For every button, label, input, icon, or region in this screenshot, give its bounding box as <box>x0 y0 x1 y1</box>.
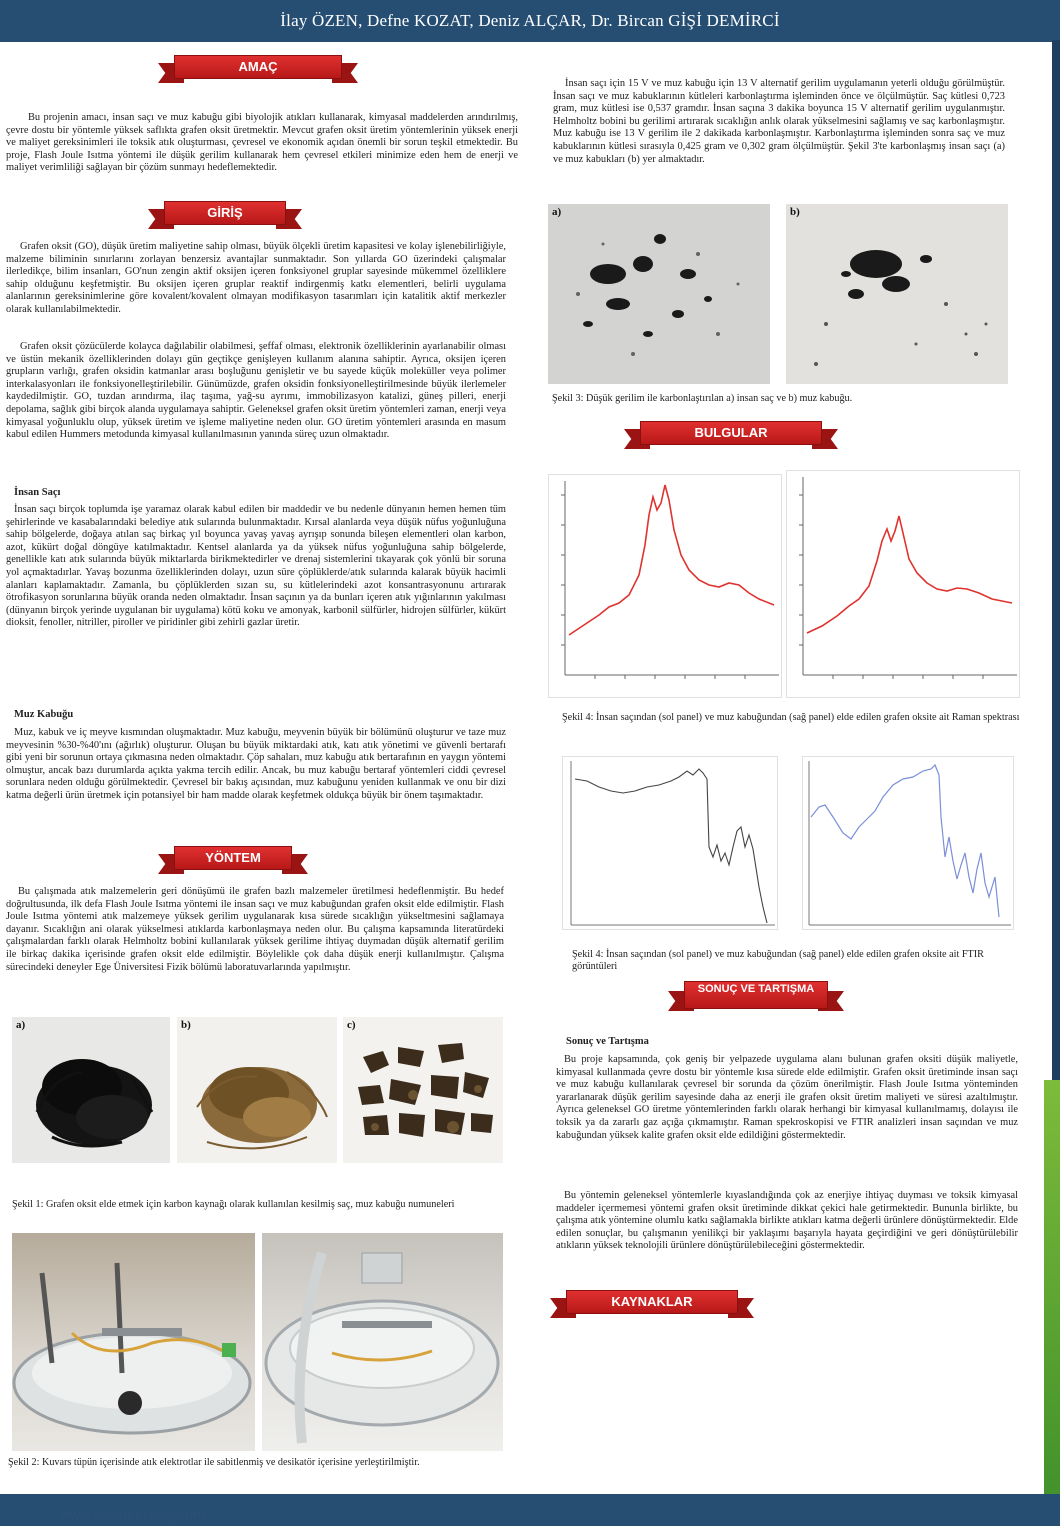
hair-blonde-photo <box>177 1017 337 1163</box>
yontem-text: Bu çalışmada atık malzemelerin geri dönüşümü ile grafen bazlı malzemeler üretilmesi hedeflenmiştir. Bu hedef doğrultusunda, ilk defa Flash Joule Isıtma yöntemi ile insan saçı ve muz kabuğundan grafen oksit elde edilmiştir. Flash Joule Isıtma yöntemi atık malzemeye yüksek gerilim uygulanarak kısa sürede sıcaklığın yükseltmesini sağlamaya dayanır. Sıcaklığın ani olarak yükselmesi atıklarda karbonlaşmaya neden olur. Bu çalışma kapsamında literatürdeki çalışmalardan farklı olarak Helmholtz bobini kullanılarak yüksek gerilime ihtiyaç duymadan düşük alternatif gerilim ile birkaç dakika içerisinde grafen oksit elde edilmiştir. Böylelikle çok daha düşük enerji kullanılmıştır. Çalışma sürecindeki deneyler Ege Üniversitesi Fizik bölümü laboratuvarlarında yapılmıştır. <box>6 886 504 973</box>
giris-title: GİRİŞ <box>164 201 286 225</box>
fig1-label-b: b) <box>181 1019 191 1031</box>
sonuc-heading: Sonuç ve Tartışma <box>566 1036 649 1047</box>
footer-url-link[interactable]: www.ozelturkkoleji.com <box>60 1506 205 1522</box>
raman-spectrum-hair <box>548 474 782 698</box>
fig3-label-a: a) <box>552 206 562 218</box>
kaynaklar-ribbon <box>550 1290 754 1320</box>
fig3-label-b: b) <box>790 206 800 218</box>
desiccator-photo-2 <box>262 1233 503 1451</box>
amac-title: AMAÇ <box>174 55 342 79</box>
giris-ribbon <box>148 201 302 231</box>
sonuc-title: SONUÇ VE TARTIŞMA <box>684 981 828 1009</box>
muz-kabugu-text: Muz, kabuk ve iç meyve kısmından oluşmaktadır. Muz kabuğu, meyvenin büyük bir bölümünü oluşturur ve taze muz meyvesinin %30-%40'ını (ağırlık) oluşturur. Oluşan bu büyük miktardaki atık, katı atık yönetimi ve güvenli bertarafı gibi yeni bir sorunun ortaya çıkmasına neden olmaktadır. Çöp sahaları, muz kabuğu atık bertarafının en yaygın yöntemi olmuştur, ancak bazı durumlarda açıkta yakma tercih edilir. Ancak, bu muz kabuğu bertaraf yöntemleri ciddi çevresel sorunlara neden olduğu görülmektedir. Çevresel bir bakış açısından, muz kabuğunu yeniden kullanmak ve onu bir dizi katma değerli ürün üretmek için potansiyel bir ham madde olarak keşfetmek oldukça büyük bir önem taşımaktadır. <box>6 727 506 801</box>
yontem-ribbon <box>158 846 308 876</box>
kaynaklar-title: KAYNAKLAR <box>566 1290 738 1314</box>
fig3-caption: Şekil 3: Düşük gerilim ile karbonlaştırılan a) insan saç ve b) muz kabuğu. <box>552 393 853 404</box>
fig1-label-a: a) <box>16 1019 26 1031</box>
yontem-title: YÖNTEM <box>174 846 292 870</box>
giris-paragraph-1: Grafen oksit (GO), düşük üretim maliyetine sahip olması, büyük ölçekli üretim kapasitesi ve kolay işlenebilirliğiyle, malzeme biliminin sınırlarını zorlayan benzersiz avantajlar sunmaktadır. Son yıllarda GO üzerindeki çalışmalar ilerledikçe, bilim insanları, GO'nun zengin aktif oksijen içeren fonksiyonel gruplar sayesinde mükemmel özelliklere sahip olduğunu keşfetmiştir. Bu oksijen içeren gruplar reaktif indirgenmiş katkı elementleri, belirli uygulama alanlarının gereksinimlerine göre kovalent/kovalent olmayan modifikasyon tasarımları için katalitik aktif merkezler olarak kullanılabilmektedir. <box>6 241 506 315</box>
bulgular-title: BULGULAR <box>640 421 822 445</box>
ftir-spectrum-banana <box>802 756 1014 930</box>
method-results-text: İnsan saçı için 15 V ve muz kabuğu için 13 V alternatif gerilim uygulamanın yeterli olduğu görülmüştür. İnsan saçı ve muz kabuklarının kütleleri karbonlaştırma işleminden önce ve ölçülmüştür. Saç kütlesi 0,723 gram, muz kütlesi ise 0,537 gramdır. İnsan saçına 3 dakika boyunca 15 V alternatif gerilim uygulanmıştır. Helmholtz bobini bu gerilimi artırarak sıcaklığın anlık olarak yükselmesini sağlamış ve saç karbonlaşmıştır. Muz kabuğu ise 13 V gerilim ile 2 dakikada karbonlaşmıştır. Karbonlaştırma işleminden sonra saç ve muz kabuklarının kütlesi sırasıyla 0,425 gram ve 0,302 gram ölçülmüştür. Şekil 3'te karbonlaşmış insan saçı (a) ve muz kabukları (b) yer almaktadır. <box>553 78 1005 165</box>
amac-text: Bu projenin amacı, insan saçı ve muz kabuğu gibi biyolojik atıkları kullanarak, kimyasal maddelerden arındırılmış, çevre dostu bir yöntemle yüksek saflıkta grafen oksit üretmektir. Mevcut grafen oksit üretim yöntemlerinin yüksek enerji ve maliyet gereksinimleri ile toksik atık oluşturması, çevresel ve ekonomik açıdan önemli bir sorun teşkil etmektedir. Bu proje, Flash Joule Isıtma yöntemi ile düşük gerilim kullanarak hem çevresel etkileri minimize eden hem de enerji ve maliyet verimliliği sağlayan bir çözüm sunmayı hedeflemektedir. <box>6 112 518 174</box>
muz-kabugu-heading: Muz Kabuğu <box>14 709 74 720</box>
ftir-spectrum-hair <box>562 756 778 930</box>
side-accent-bar <box>1044 1080 1060 1520</box>
sonuc-paragraph-1: Bu proje kapsamında, çok geniş bir yelpazede uygulama alanı bulunan grafen oksiti düşük maliyetle, kimyasal kullanmada çevre dostu bir yöntemle kısa sürede elde edilmiştir. Grafen oksit üretiminde insan saçı ve muz kabuğu kullanılarak çevresel bir sorunda da çözüm önerilmiştir. Flash Joule Isıtma yönteminden yararlanarak düşük gerilim sayesinde daha az enerji ile grafen oksit üretim maliyeti ve süresi azaltılmıştır. Ayrıca geleneksel GO üretme yöntemlerinden farklı olarak herhangi bir kimyasal kullanılmamış, dolayısı ile toksik ya da zararlı gaz açığa çıkmamıştır. Raman spekroskopisi ve FTIR analizleri insan saçından ve muz kabuğundan yüksek kalite grafen oksit elde edildiğini göstermektedir. <box>556 1054 1018 1141</box>
carbonized-hair-photo <box>548 204 770 384</box>
insan-sac-text: İnsan saçı birçok toplumda işe yaramaz olarak kabul edilen bir maddedir ve bu nedenle dünyanın hemen hemen tüm şehirlerinde ve kasabalarındaki belediye atık sularında bulunmaktadır. Kırsal alanlarda veya düşük nüfus yoğunluğuna sahip bölgelerde, doğaya atılan saç birkaç yıl boyunca yavaş yavaş ayrışıp sonunda bileşen elementleri olan karbon, azot, kükürt doğal döngüye katılmaktadır. Kentsel alanlarda ya da yüksek nüfus yoğunluğuna sahip bölgelerde, genellikle katı atık sularında büyük miktarlarda birikmektedirler ve drenaj sistemlerini tıkayarak çok yönlü bir soruna yol açmaktadırlar. Yavaş bozunma özelliklerinden dolayı, uzun süre çöplüklerde/atık sularında kalarak büyük hacimli alanları kaplamaktadır. Zamanla, bu çöplüklerden sızan su, su kütlelerindeki azot konsantrasyonunu artırarak ötrofikasyon sorunlarına büyük oranda neden olmaktadır. İnsan saçının ya da bunları içeren atık yığınlarının yakılması (dünyanın birçok yerinde uygulanan bir uygulama) kötü koku ve amonyak, karbonil sülfürler, hidrojen sülfürler, kükürt dioksit, fenoller, nitriller, piroller ve piridinler gibi zehirli gazlar üretir. <box>6 504 506 629</box>
desiccator-photo-1 <box>12 1233 255 1451</box>
fig2-caption: Şekil 2: Kuvars tüpün içerisinde atık elektrotlar ile sabitlenmiş ve desikatör içerisine yerleştirilmiştir. <box>8 1457 420 1468</box>
giris-paragraph-2: Grafen oksit çözücülerde kolayca dağılabilir olabilmesi, şeffaf olması, elektronik özelliklerinin ayarlanabilir olması ve üstün mekanik özelliklerinden dolayı gün geçtikçe genişleyen kullanım alanına sahiptir. Ayrıca, oksijen içeren grupların varlığı, grafen oksidin katmanlar arası boşluğunu genişletir ve bu sayede küçük moleküller veya polimer interkalasyonları ile fonksiyonelleştirilebilir. Günümüzde, grafen oksidin fonksiyonelleştirilmesinde büyük ilerlemeler kaydedilmiştir. GO, tuzdan arındırma, ilaç taşıma, yağ-su ayrımı, immobilizasyon katalizi, güneş pilleri, enerji depolama, sağlık gibi birçok alanda uygulamaya sahiptir. Geleneksel grafen oksit üretim yöntemleri zaman, enerji veya kimyasal yoğunluklu olup, yüksek üretim ve işleme maliyetine neden olur. GO üretim yöntemleri arasında en masum kabul edilen Hummers metodunda kimyasal kullanılmasının yanında süreç uzun olmaktadır. <box>6 341 506 441</box>
fig1-caption: Şekil 1: Grafen oksit elde etmek için karbon kaynağı olarak kullanılan kesilmiş saç, muz kabuğu numuneleri <box>12 1199 455 1210</box>
fig1-label-c: c) <box>347 1019 356 1031</box>
hair-black-photo <box>12 1017 170 1163</box>
raman-spectrum-banana <box>786 470 1020 698</box>
sonuc-ribbon <box>668 981 844 1015</box>
fig4a-caption: Şekil 4: İnsan saçından (sol panel) ve muz kabuğundan (sağ panel) elde edilen grafen oksite ait Raman spektrası <box>562 712 1020 723</box>
insan-sac-heading: İnsan Saçı <box>14 487 61 498</box>
sonuc-paragraph-2: Bu yöntemin geleneksel yöntemlerle kıyaslandığında çok az enerjiye ihtiyaç duyması ve toksik kimyasal maddeler içermemesi yöntemi grafen oksit üretiminde dikkat çekici hale getirmektedir. Bununla birlikte, bu çalışma atık yöntemine olumlu katkı sağlamakla birlikte atıkları katma değerli ürünlere dönüştürmektedir. Elde edilen sonuçlar, bu çalışmanın yenilikçi bir yaklaşımı başarıyla hayata geçirdiğini ve geri dönüştürülebilir atıkların yüksek teknolojili ürünlere dönüştürülebileceğini göstermektedir. <box>556 1190 1018 1252</box>
amac-ribbon <box>158 55 358 85</box>
bulgular-ribbon <box>624 421 838 451</box>
author-line: İlay ÖZEN, Defne KOZAT, Deniz ALÇAR, Dr. Bircan GİŞİ DEMİRCİ <box>280 11 780 30</box>
side-stripe <box>1052 40 1060 1080</box>
fig4b-caption: Şekil 4: İnsan saçından (sol panel) ve muz kabuğundan (sağ panel) elde edilen grafen oksite ait FTIR görüntüleri <box>572 949 984 973</box>
banana-peel-photo <box>343 1017 503 1163</box>
carbonized-banana-photo <box>786 204 1008 384</box>
